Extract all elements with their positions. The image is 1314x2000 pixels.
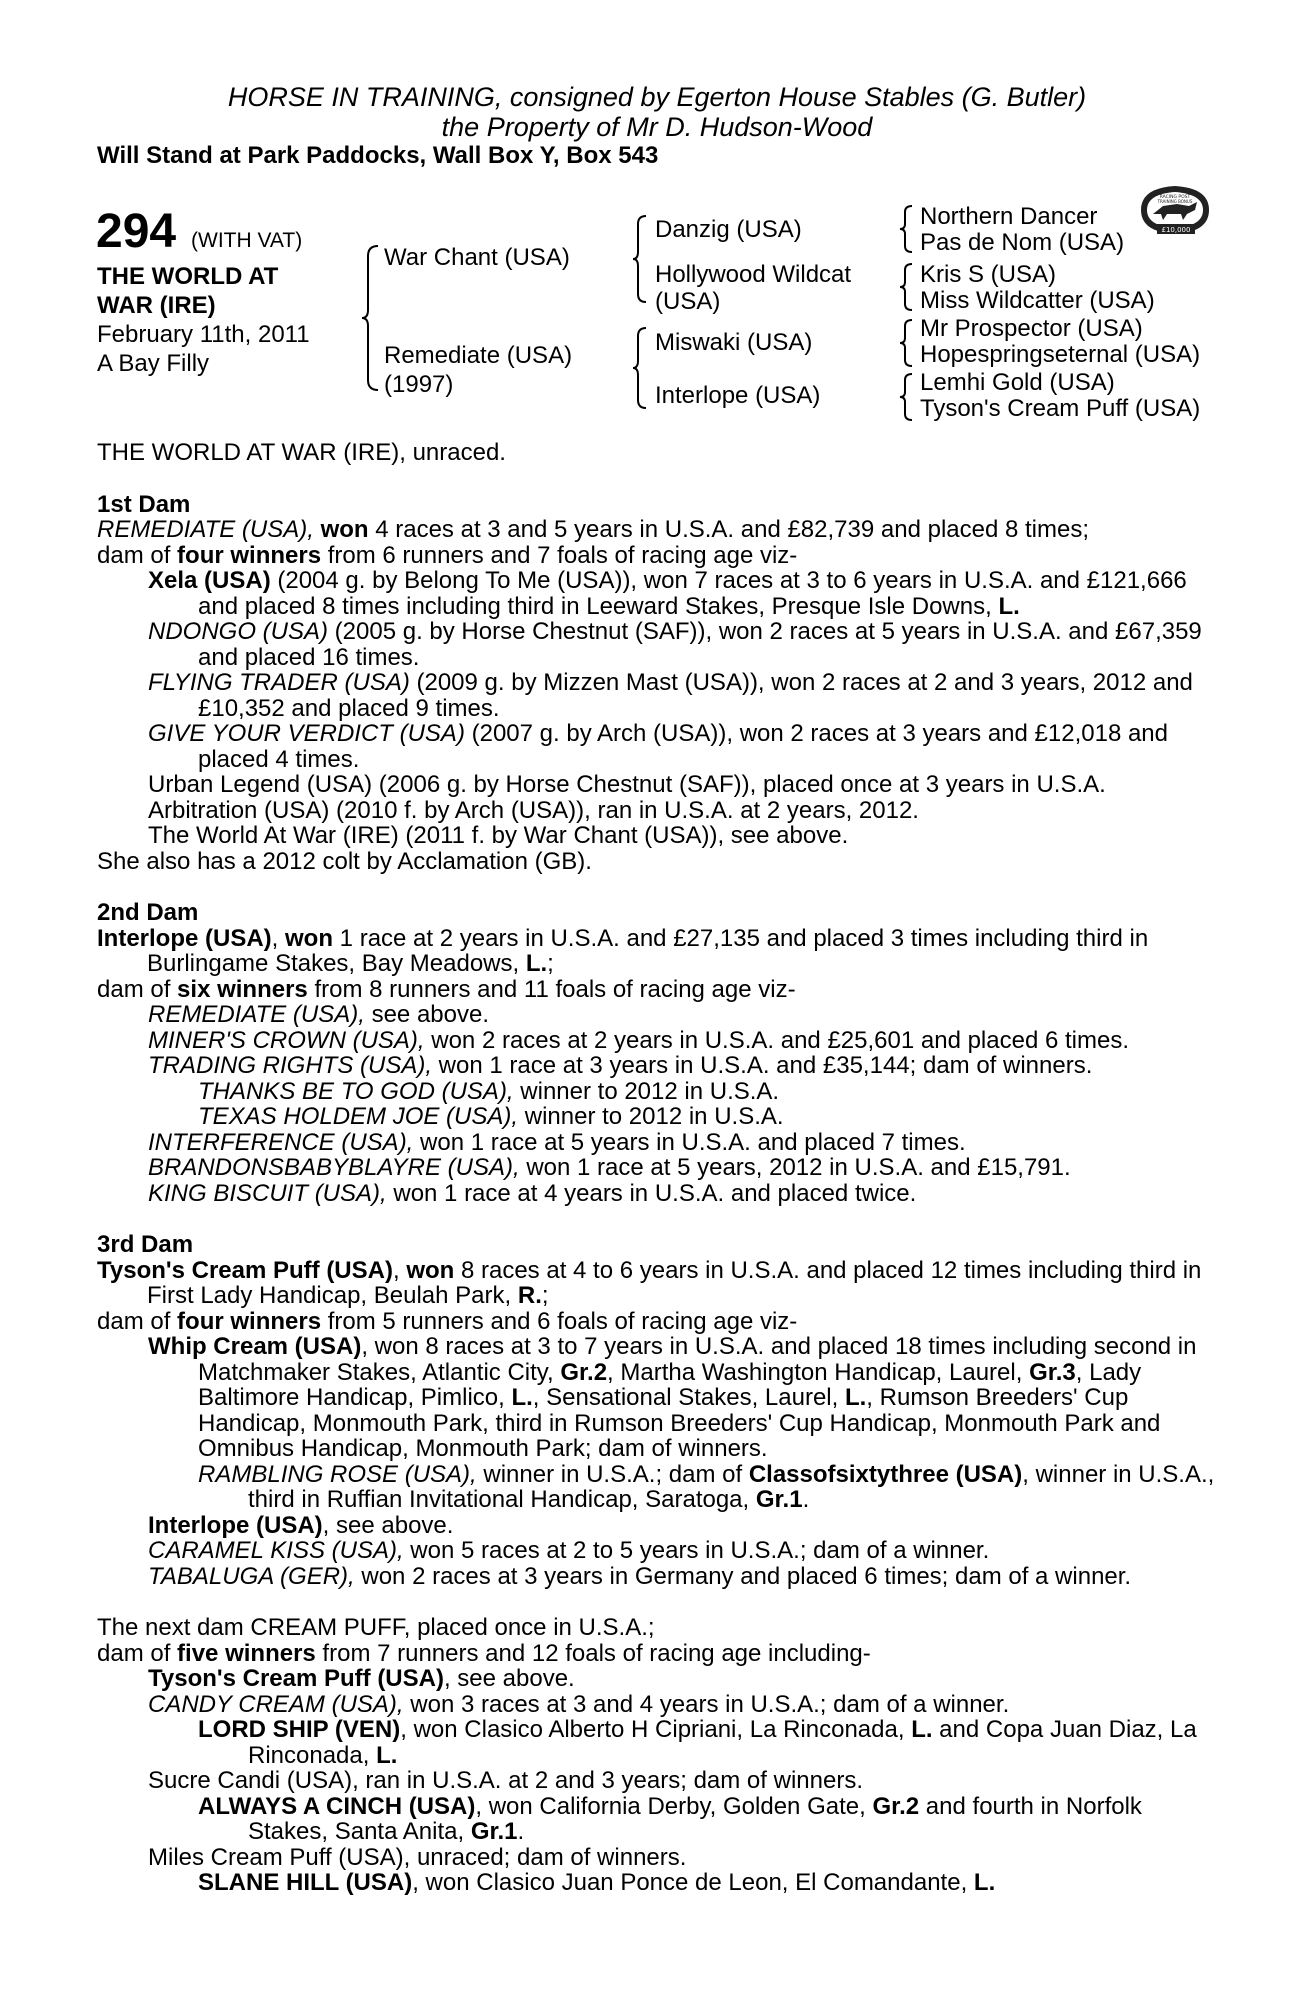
pedigree-g1: Northern Dancer bbox=[920, 203, 1098, 230]
dam3-record: Tyson's Cream Puff (USA), won 8 races at 4 to 6 years in U.S.A. and placed 12 times including third in First Lady Handicap, Beulah Park, R.; bbox=[97, 1256, 1202, 1309]
pedigree-dam-sire: Miswaki (USA) bbox=[655, 329, 813, 356]
pedigree-bracket-3b bbox=[898, 262, 914, 312]
dam2-brandonsbabyblayre: BRANDONSBABYBLAYRE (USA), won 1 race at 5 years, 2012 in U.S.A. and £15,791. bbox=[148, 1154, 1071, 1181]
dam1-flying-trader: FLYING TRADER (USA) (2009 g. by Mizzen Mast (USA)), won 2 races at 2 and 3 years, 2012 and £10,352 and placed 9 times. bbox=[148, 669, 1193, 722]
dam2-texas-holdem-joe: TEXAS HOLDEM JOE (USA), winner to 2012 in U.S.A. bbox=[198, 1103, 784, 1130]
nextdam-record: The next dam CREAM PUFF, placed once in U.S.A.; bbox=[97, 1614, 655, 1641]
pedigree-g3: Kris S (USA) bbox=[920, 261, 1057, 288]
dam3-produce: dam of four winners from 5 runners and 6 foals of racing age viz- bbox=[97, 1307, 798, 1335]
lot-name bbox=[97, 262, 337, 320]
pedigree-bracket-3d bbox=[898, 372, 914, 422]
pedigree-g8: Tyson's Cream Puff (USA) bbox=[920, 395, 1201, 422]
pedigree-g7: Lemhi Gold (USA) bbox=[920, 369, 1115, 396]
dam2-record: Interlope (USA), won 1 race at 2 years in U.S.A. and £27,135 and placed 3 times including third in Burlingame Stakes, Bay Meadows, L.; bbox=[97, 924, 1149, 977]
dam1-also: She also has a 2012 colt by Acclamation (GB). bbox=[97, 847, 592, 875]
pedigree-sire-sire: Danzig (USA) bbox=[655, 216, 802, 243]
pedigree-dam-line2: (1997) bbox=[384, 371, 454, 398]
dam2-produce: dam of six winners from 8 runners and 11 foals of racing age viz- bbox=[97, 975, 796, 1003]
badge-top-text: RACING POST bbox=[1159, 195, 1191, 200]
catalogue-body bbox=[97, 440, 1217, 1896]
lot-dob: February 11th, 2011 bbox=[97, 321, 310, 348]
pedigree-bracket-2b bbox=[632, 326, 648, 410]
pedigree-g6: Hopespringseternal (USA) bbox=[920, 341, 1201, 368]
dam1-arbitration: Arbitration (USA) (2010 f. by Arch (USA)), ran in U.S.A. at 2 years, 2012. bbox=[148, 796, 919, 824]
dam3-caramel-kiss: CARAMEL KISS (USA), won 5 races at 2 to 5 years in U.S.A.; dam of a winner. bbox=[148, 1537, 990, 1564]
nextdam-lord-ship: LORD SHIP (VEN), won Clasico Alberto H Cipriani, La Rinconada, L. and Copa Juan Diaz, La Rinconada, L. bbox=[198, 1716, 1197, 1769]
pedigree-bracket-1 bbox=[360, 244, 380, 392]
badge-mid-text: TRAINING BONUS bbox=[1157, 199, 1193, 204]
dam1-ndongo: NDONGO (USA) (2005 g. by Horse Chestnut (SAF)), won 2 races at 5 years in U.S.A. and £67,359 and placed 16 times. bbox=[148, 618, 1202, 671]
pedigree-bracket-3a bbox=[898, 204, 914, 254]
pedigree-g2: Pas de Nom (USA) bbox=[920, 229, 1125, 256]
dam2-remediate: REMEDIATE (USA), see above. bbox=[148, 1001, 489, 1028]
dam2-trading-rights: TRADING RIGHTS (USA), won 1 race at 3 years in U.S.A. and £35,144; dam of winners. bbox=[148, 1052, 1093, 1079]
nextdam-always-a-cinch: ALWAYS A CINCH (USA), won California Derby, Golden Gate, Gr.2 and fourth in Norfolk Stakes, Santa Anita, Gr.1. bbox=[198, 1792, 1142, 1845]
nextdam-miles-cream-puff: Miles Cream Puff (USA), unraced; dam of winners. bbox=[148, 1843, 687, 1871]
dam2-heading: 2nd Dam bbox=[97, 899, 199, 926]
dam2-king-biscuit: KING BISCUIT (USA), won 1 race at 4 years in U.S.A. and placed twice. bbox=[148, 1179, 917, 1207]
pedigree-sire: War Chant (USA) bbox=[384, 244, 570, 271]
dam3-tabaluga: TABALUGA (GER), won 2 races at 3 years in Germany and placed 6 times; dam of a winner. bbox=[148, 1562, 1132, 1590]
dam1-xela: Xela (USA) (2004 g. by Belong To Me (USA)), won 7 races at 3 to 6 years in U.S.A. and £121,666 and placed 8 times including third in Leeward Stakes, Presque Isle Downs, L. bbox=[148, 567, 1187, 620]
nextdam-slane-hill: SLANE HILL (USA), won Clasico Juan Ponce de Leon, El Comandante, L. bbox=[198, 1869, 996, 1896]
pedigree-bracket-3c bbox=[898, 318, 914, 368]
lot-name-line1: THE WORLD AT bbox=[97, 263, 279, 290]
stand-location: Will Stand at Park Paddocks, Wall Box Y, Box 543 bbox=[97, 142, 659, 169]
dam3-heading: 3rd Dam bbox=[97, 1231, 194, 1258]
training-bonus-badge-icon bbox=[1137, 180, 1213, 240]
lot-sex: A Bay Filly bbox=[97, 350, 210, 377]
dam1-produce: dam of four winners from 6 runners and 7 foals of racing age viz- bbox=[97, 541, 798, 569]
dam3-whip-cream: Whip Cream (USA), won 8 races at 3 to 7 years in U.S.A. and placed 18 times including second in Matchmaker Stakes, Atlantic City, Gr.2, Martha Washington Handicap, Laurel, Gr.3, Lady Baltimore Handicap, Pimlico, L., Sensational Stakes, Laurel, L., Rumson Breeders' Cup Handicap, Monmouth Park, third in Rumson Breeders' Cup Handicap, Monmouth Park and Omnibus Handicap, Monmouth Park; dam of winners. bbox=[148, 1333, 1197, 1462]
nextdam-produce: dam of five winners from 7 runners and 12 foals of racing age including- bbox=[97, 1639, 871, 1667]
dam3-rambling-rose: RAMBLING ROSE (USA), winner in U.S.A.; dam of Classofsixtythree (USA), winner in U.S.A., third in Ruffian Invitational Handicap, Saratoga, Gr.1. bbox=[198, 1460, 1215, 1513]
pedigree-dam-line1: Remediate (USA) bbox=[384, 342, 573, 369]
dam1-record: REMEDIATE (USA), won 4 races at 3 and 5 years in U.S.A. and £82,739 and placed 8 times; bbox=[97, 516, 1090, 543]
pedigree-g4: Miss Wildcatter (USA) bbox=[920, 287, 1155, 314]
dam1-world-at-war: The World At War (IRE) (2011 f. by War Chant (USA)), see above. bbox=[148, 822, 849, 849]
dam3-interlope: Interlope (USA), see above. bbox=[148, 1511, 454, 1539]
dam1-heading: 1st Dam bbox=[97, 490, 191, 518]
dam2-thanks-be-to-god: THANKS BE TO GOD (USA), winner to 2012 in U.S.A. bbox=[198, 1077, 780, 1105]
dam2-interference: INTERFERENCE (USA), won 1 race at 5 years in U.S.A. and placed 7 times. bbox=[148, 1128, 966, 1156]
pedigree-g5: Mr Prospector (USA) bbox=[920, 315, 1143, 342]
pedigree-sire-dam-line2: (USA) bbox=[655, 288, 721, 315]
owner-line: the Property of Mr D. Hudson-Wood bbox=[441, 112, 873, 142]
consignor-line: HORSE IN TRAINING, consigned by Egerton House Stables (G. Butler) bbox=[227, 82, 1087, 112]
dam1-urban-legend: Urban Legend (USA) (2006 g. by Horse Chestnut (SAF)), placed once at 3 years in U.S.A. bbox=[148, 771, 1106, 798]
pedigree-bracket-2a bbox=[632, 214, 648, 304]
dam1-give-your-verdict: GIVE YOUR VERDICT (USA) (2007 g. by Arch (USA)), won 2 races at 3 years and £12,018 and placed 4 times. bbox=[148, 720, 1169, 773]
lot-number: 294 bbox=[96, 205, 177, 258]
nextdam-sucre-candi: Sucre Candi (USA), ran in U.S.A. at 2 and 3 years; dam of winners. bbox=[148, 1767, 863, 1794]
pedigree-dam-dam: Interlope (USA) bbox=[655, 382, 821, 409]
badge-amount: £10,000 bbox=[1161, 226, 1191, 234]
nextdam-tysons-cream-puff: Tyson's Cream Puff (USA), see above. bbox=[148, 1665, 575, 1692]
lot-name-line2: WAR (IRE) bbox=[97, 292, 216, 319]
intro-line: THE WORLD AT WAR (IRE), unraced. bbox=[97, 439, 506, 466]
pedigree-sire-dam-line1: Hollywood Wildcat bbox=[655, 261, 852, 288]
lot-vat: (WITH VAT) bbox=[191, 229, 303, 252]
nextdam-candy-cream: CANDY CREAM (USA), won 3 races at 3 and 4 years in U.S.A.; dam of a winner. bbox=[148, 1690, 1010, 1718]
dam2-miners-crown: MINER'S CROWN (USA), won 2 races at 2 years in U.S.A. and £25,601 and placed 6 times. bbox=[148, 1026, 1129, 1054]
